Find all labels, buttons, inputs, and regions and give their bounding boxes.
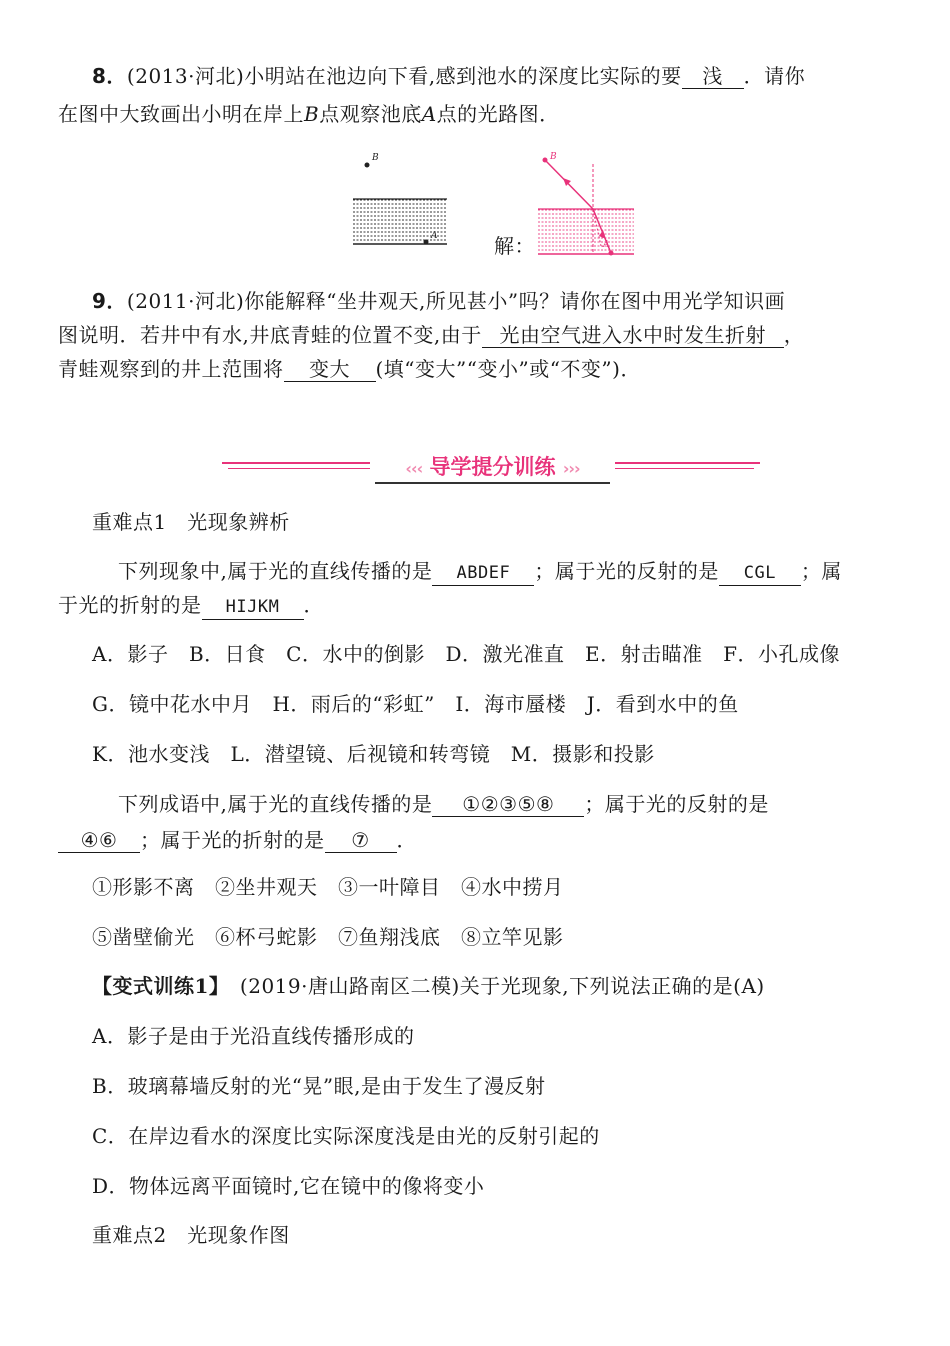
q9-line2: 图说明．若井中有水,井底青蛙的位置不变,由于 光由空气进入水中时发生折射 ， — [58, 323, 805, 347]
q8-answer-blank: 浅 — [682, 64, 744, 89]
q9-line1: 9．(2011·河北)你能解释“坐井观天,所见甚小”吗？请你在图中用光学知识画 — [92, 289, 786, 313]
diagram-label-b: B — [372, 153, 379, 163]
variant1-stem: 【变式训练1】 (2019·唐山路南区二模)关于光现象,下列说法正确的是(A) — [92, 974, 765, 998]
incident-ray — [545, 160, 593, 209]
q9-answer-blank-2: 变大 — [284, 357, 376, 382]
variant1-choice-c: C．在岸边看水的深度比实际深度浅是由光的反射引起的 — [92, 1124, 600, 1148]
banner-rule-right-thin — [615, 468, 754, 469]
banner-left-chevrons: ‹‹‹ — [405, 459, 423, 478]
point2-title: 重难点2 光现象作图 — [92, 1223, 290, 1247]
point1-answer-straight: ABDEF — [432, 561, 534, 586]
variant1-choice-a: A．影子是由于光沿直线传播形成的 — [92, 1024, 415, 1048]
options-row-3: K．池水变浅 L．潜望镜、后视镜和转弯镜 M．摄影和投影 — [92, 742, 655, 766]
point1-s1-line2: 于光的折射的是 HIJKM ． — [58, 591, 324, 620]
banner-title: 导学提分训练 — [429, 455, 556, 479]
pool-diagram-solution — [535, 150, 645, 262]
water-pattern-pink — [538, 210, 634, 250]
point1-title: 重难点1 光现象辨析 — [92, 510, 290, 534]
point1-answer-refraction: HIJKM — [202, 595, 304, 620]
idiom-answer-reflection: ④⑥ — [58, 828, 140, 853]
q9-answer-blank-1: 光由空气进入水中时发生折射 — [482, 323, 784, 348]
variant1-choice-b: B．玻璃幕墙反射的光“晃”眼,是由于发生了漫反射 — [92, 1074, 546, 1098]
point-a-label: A — [421, 102, 437, 126]
q8-number: 8． — [92, 64, 127, 88]
idioms-row-2: ⑤凿壁偷光 ⑥杯弓蛇影 ⑦鱼翔浅底 ⑧立竿见影 — [92, 925, 564, 949]
diagram-label-a: A — [431, 231, 438, 241]
point1-s1-line1: 下列现象中,属于光的直线传播的是 ABDEF ；属于光的反射的是 CGL ；属 — [118, 557, 842, 586]
idiom-answer-straight: ①②③⑤⑧ — [432, 792, 584, 817]
idioms-row-1: ①形影不离 ②坐井观天 ③一叶障目 ④水中捞月 — [92, 875, 564, 899]
options-row-1: A．影子 B．日食 C．水中的倒影 D．激光准直 E．射击瞄准 F．小孔成像 — [92, 642, 840, 666]
banner-rule-left — [222, 462, 370, 464]
solution-label-a: A — [603, 240, 610, 250]
q8-line1: 8．(2013·河北)小明站在池边向下看,感到池水的深度比实际的要 浅 ．请你 — [92, 64, 806, 88]
q9-number: 9． — [92, 289, 127, 313]
solution-label-b: B — [550, 152, 557, 162]
idiom-answer-refraction: ⑦ — [325, 828, 397, 853]
options-row-2: G．镜中花水中月 H．雨后的“彩虹” I．海市蜃楼 J．看到水中的鱼 — [92, 692, 739, 716]
observer-point-b — [365, 163, 370, 168]
pool-bottom-point-a — [424, 240, 429, 245]
point1-s2-line2: ④⑥ ；属于光的折射的是 ⑦ ． — [58, 826, 417, 854]
pool-diagram-problem — [350, 148, 460, 258]
section-banner — [375, 452, 610, 484]
pool-bottom-point-a-pink — [609, 251, 614, 256]
banner-rule-right — [615, 462, 760, 464]
q8-stem: (2013·河北)小明站在池边向下看,感到池水的深度比实际的要 — [126, 64, 682, 88]
point1-answer-reflection: CGL — [719, 561, 801, 586]
banner-right-chevrons: ››› — [562, 459, 580, 478]
banner-rule-left-thin — [228, 468, 370, 469]
q8-line2: 在图中大致画出小明在岸上B点观察池底A点的光路图． — [58, 102, 560, 126]
point-b-label: B — [304, 102, 320, 126]
variant1-tag: 【变式训练1】 — [92, 974, 220, 998]
point1-s2-line1: 下列成语中,属于光的直线传播的是 ①②③⑤⑧ ；属于光的反射的是 — [118, 792, 769, 816]
q9-line3: 青蛙观察到的井上范围将 变大 (填“变大”“变小”或“不变”)． — [58, 357, 641, 381]
variant1-choice-d: D．物体远离平面镜时,它在镜中的像将变小 — [92, 1174, 485, 1198]
solution-label: 解： — [494, 234, 535, 258]
